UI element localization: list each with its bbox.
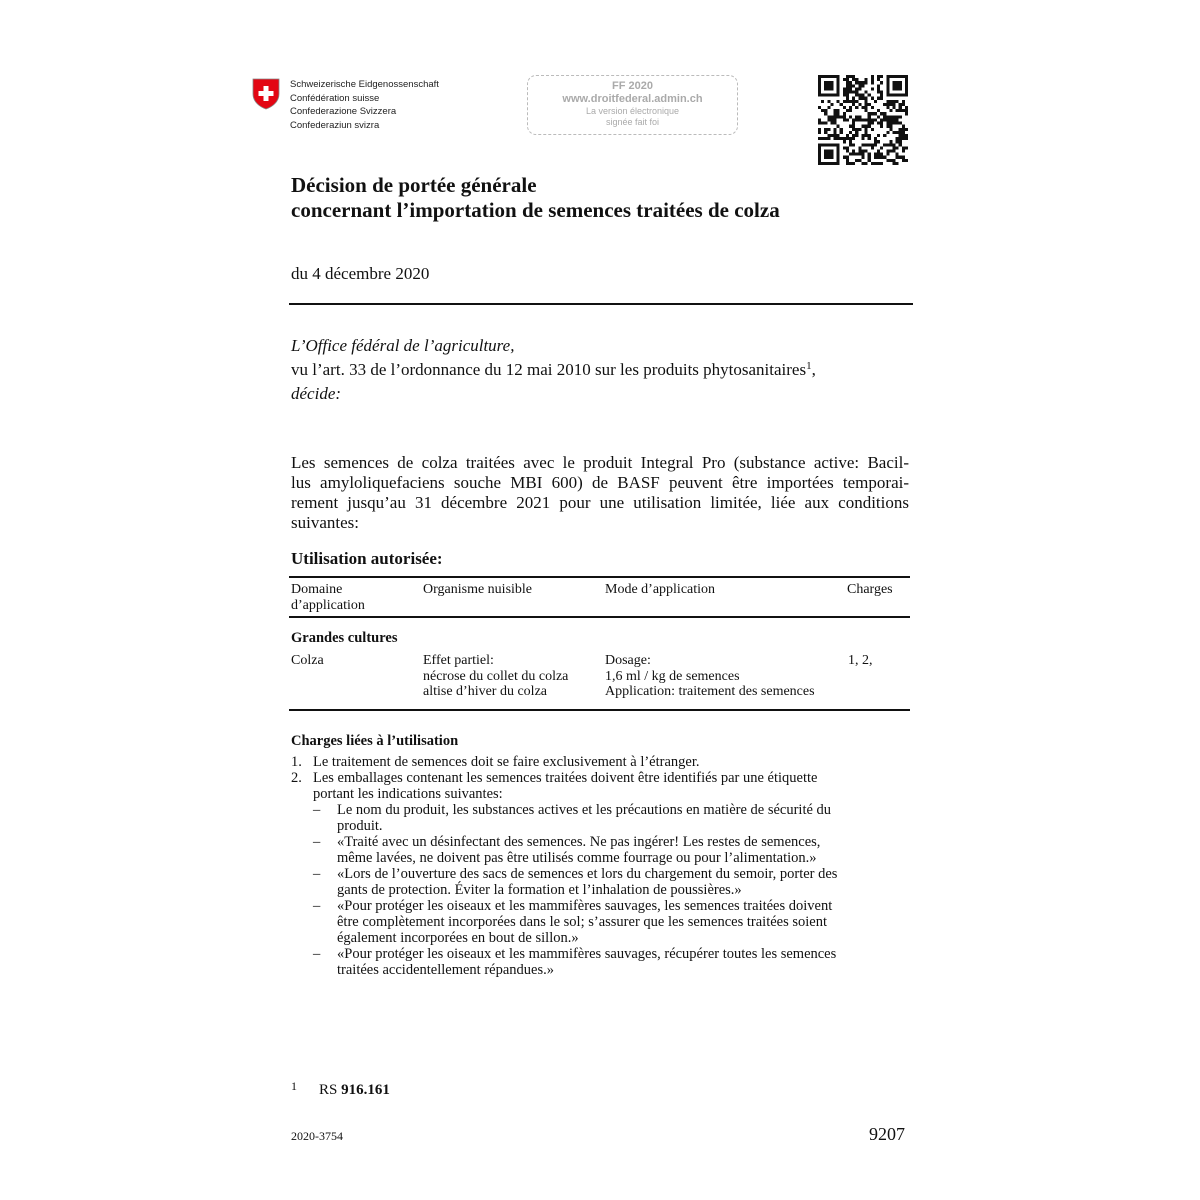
col-header-domain-line1: Domaine — [291, 582, 343, 597]
legal-basis-end: , — [811, 360, 816, 379]
table-cell-domain: Colza — [291, 653, 324, 668]
charge-text-line: Le traitement de semences doit se faire exclusivement à l’étranger. — [313, 754, 700, 770]
organism-line: altise d’hiver du colza — [423, 684, 548, 699]
usage-heading: Utilisation autorisée: — [291, 549, 443, 568]
page-number: 9207 — [869, 1124, 905, 1144]
col-header-mode: Mode d’application — [605, 582, 716, 597]
decision-body — [291, 453, 909, 533]
label-item-line: Le nom du produit, les substances actives et les précautions en matière de sécurité du — [337, 802, 832, 818]
mode-line: 1,6 ml / kg de semences — [605, 668, 740, 684]
confederation-name-it: Confederazione Svizzera — [290, 106, 397, 117]
swiss-coat-of-arms-icon — [252, 78, 280, 110]
label-item-line: gants de protection. Éviter la formation et l’inhalation de poussières.» — [337, 882, 742, 898]
body-line: Les semences de colza traitées avec le produit Integral Pro (substance active: Bacil- — [291, 453, 909, 472]
document-number: 2020-3754 — [291, 1129, 343, 1143]
qr-code-icon — [818, 75, 908, 165]
table-header-rule — [289, 616, 910, 618]
preamble — [291, 334, 816, 406]
mode-line: Application: traitement des semences — [605, 684, 815, 699]
table-cell-organism — [423, 653, 568, 700]
footnote-prefix: RS — [319, 1082, 338, 1098]
table-top-rule — [289, 576, 910, 578]
footnote-ref[interactable]: 1 — [806, 360, 812, 372]
title-divider — [289, 303, 913, 305]
table-cell-mode — [605, 653, 815, 700]
col-header-organism: Organisme nuisible — [423, 582, 533, 597]
confederation-name-de: Schweizerische Eidgenossenschaft — [290, 79, 439, 90]
charge-item-2 — [291, 770, 837, 802]
table-bottom-rule — [289, 709, 910, 711]
decision-date: du 4 décembre 2020 — [291, 264, 430, 283]
label-item — [313, 946, 837, 978]
stamp-line-1: FF 2020 — [612, 80, 653, 92]
col-header-charges: Charges — [847, 582, 893, 597]
label-item-line: produit. — [337, 818, 383, 834]
label-item — [313, 802, 837, 834]
charge-number: 1. — [291, 754, 302, 770]
legal-basis — [291, 358, 816, 382]
stamp-url[interactable]: www.droitfederal.admin.ch — [562, 93, 703, 105]
confederation-names — [290, 78, 439, 132]
label-item-line: «Pour protéger les oiseaux et les mammifères sauvages, les semences traitées doivent — [337, 898, 833, 914]
label-item — [313, 834, 837, 866]
confederation-name-fr: Confédération suisse — [290, 92, 380, 104]
dash-bullet: – — [313, 834, 321, 850]
label-item-line: «Lors de l’ouverture des sacs de semences et lors du chargement du semoir, porter des — [337, 866, 838, 882]
publication-stamp — [527, 75, 738, 135]
title-line-2: concernant l’importation de semences traitées de colza — [291, 198, 780, 222]
body-line: lus amyloliquefaciens souche MBI 600) de BASF peuvent être importées temporai- — [291, 473, 909, 492]
label-item-line: traitées accidentellement répandues.» — [337, 962, 554, 978]
col-header-domain-line2: d’application — [291, 597, 365, 613]
dash-bullet: – — [313, 898, 321, 914]
charge-text-line: Les emballages contenant les semences traitées doivent être identifiés par une étiquette — [313, 770, 818, 786]
charge-number: 2. — [291, 770, 302, 786]
label-item-line: également incorporées en bout de sillon.» — [337, 930, 579, 946]
label-item-line: «Pour protéger les oiseaux et les mammifères sauvages, récupérer toutes les semences — [337, 946, 837, 962]
label-item — [313, 898, 837, 946]
label-item — [313, 866, 837, 898]
title-line-1: Décision de portée générale — [291, 173, 537, 197]
footnote-reference[interactable]: 916.161 — [341, 1082, 390, 1098]
organism-line: Effet partiel: — [423, 653, 494, 668]
label-item-line: même lavées, ne doivent pas être utilisés comme fourrage ou pour l’alimentation.» — [337, 850, 817, 866]
charge-item-1 — [291, 754, 837, 770]
confederation-name-rm: Confederaziun svizra — [290, 119, 380, 131]
dash-bullet: – — [313, 866, 321, 882]
decides: décide: — [291, 384, 342, 403]
body-line: rement jusqu’au 31 décembre 2021 pour une utilisation limitée, liée aux conditions — [291, 493, 909, 512]
organism-line: nécrose du collet du colza — [423, 668, 569, 684]
charge-text-line: portant les indications suivantes: — [313, 786, 503, 802]
dash-bullet: – — [313, 802, 321, 818]
table-cell-charges: 1, 2, — [848, 653, 873, 668]
page-title — [291, 173, 780, 223]
dash-bullet: – — [313, 946, 321, 962]
table-group-label: Grandes cultures — [291, 630, 398, 646]
mode-line: Dosage: — [605, 653, 651, 668]
stamp-line-3: La version électronique — [585, 106, 680, 116]
authority: L’Office fédéral de l’agriculture, — [291, 336, 515, 355]
charges-list — [291, 754, 837, 978]
charges-heading: Charges liées à l’utilisation — [291, 733, 459, 749]
label-item-line: «Traité avec un désinfectant des semences. Ne pas ingérer! Les restes de semences, — [337, 834, 821, 850]
legal-basis-text: vu l’art. 33 de l’ordonnance du 12 mai 2010 sur les produits phytosanitaires — [291, 360, 807, 379]
stamp-line-4: signée fait foi — [605, 117, 660, 127]
footnote — [291, 1079, 390, 1099]
footnote-number: 1 — [291, 1079, 297, 1093]
col-header-domain — [291, 582, 365, 613]
label-item-line: être complètement incorporées dans le sol; s’assurer que les semences traitées soient — [337, 914, 828, 930]
body-line: suivantes: — [291, 513, 359, 532]
